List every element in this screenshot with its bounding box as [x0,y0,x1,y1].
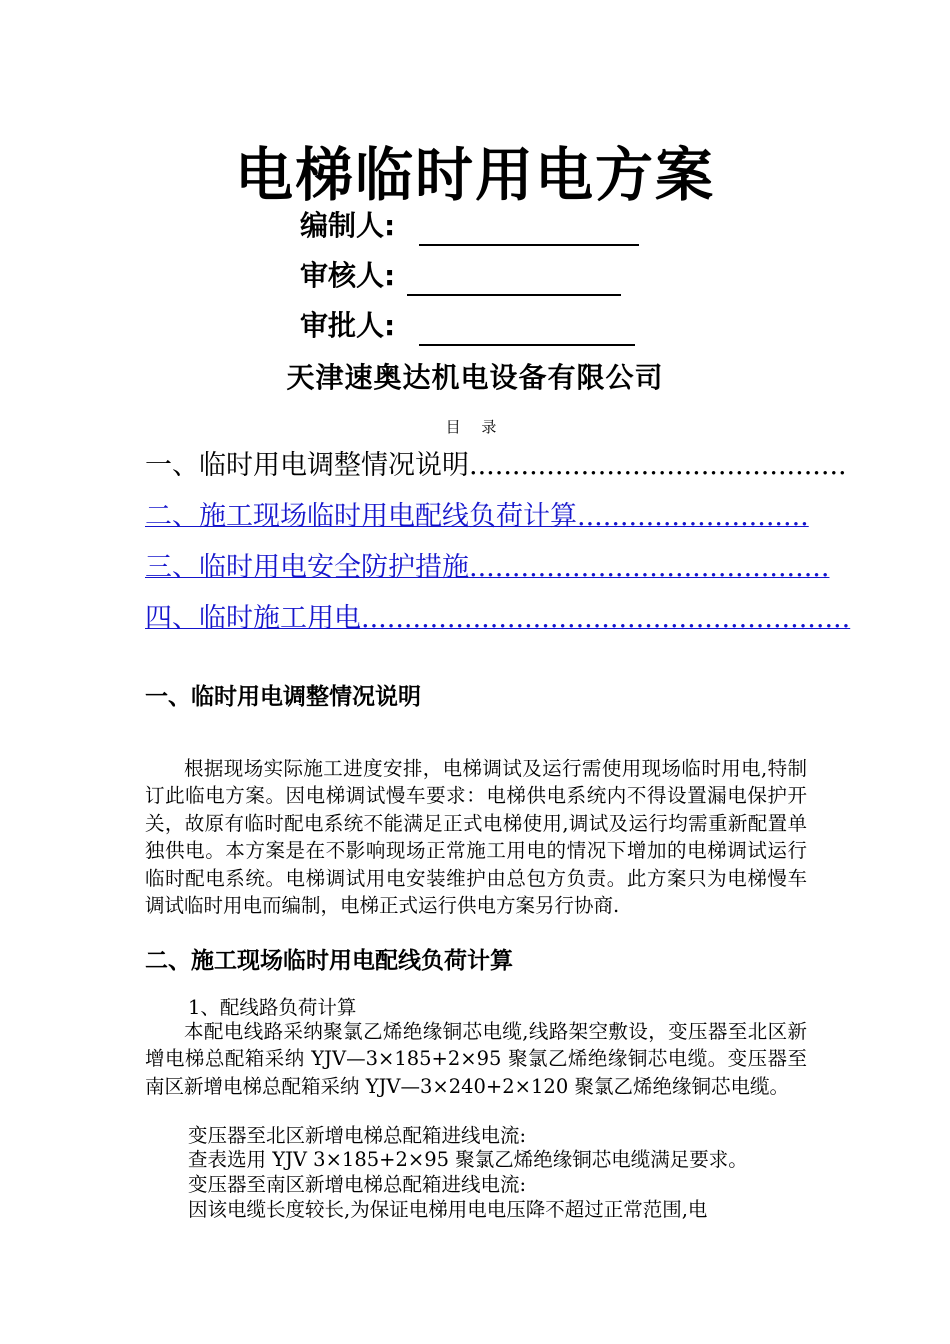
approver-blank-line[interactable] [419,314,635,346]
toc-item-4-label: 四、临时施工用电 [145,603,361,634]
approver-label: 审批人: [300,309,396,342]
section-2-line-3: 变压器至南区新增电梯总配箱进线电流: [188,1173,527,1196]
toc-link-3[interactable] [145,548,830,588]
compiler-label: 编制人: [300,209,396,242]
toc-item-4-leader: ......................................................... [361,603,851,634]
toc-item-2-leader: ........................... [577,501,809,532]
toc-item-1-label: 一、临时用电调整情况说明 [145,450,469,481]
toc-link-2[interactable] [145,497,807,537]
reviewer-blank-line[interactable] [407,264,621,296]
toc-heading: 目 录 [445,418,505,436]
approver-row [300,306,635,346]
compiler-blank-line[interactable] [419,214,639,246]
toc-item-1-leader: ............................................ [469,450,847,481]
reviewer-row [300,256,621,296]
compiler-row [300,206,639,246]
section-1-paragraph: 根据现场实际施工进度安排，电梯调试及运行需使用现场临时用电,特制订此临电方案。因电梯调试慢车要求：电梯供电系统内不得设置漏电保护开关，故原有临时配电系统不能满足正式电梯使用,调试及运行均需重新配置单独供电。本方案是在不影响现场正常施工用电的情况下增加的电梯调试运行临时配电系统。电梯调试用电安装维护由总包方负责。此方案只为电梯慢车调试临时用电而编制，电梯正式运行供电方案另行协商. [145,757,807,918]
section-2-line-4: 因该电缆长度较长,为保证电梯用电电压降不超过正常范围,电 [188,1198,708,1221]
section-1-heading: 一、临时用电调整情况说明 [145,684,421,710]
section-2-line-1: 变压器至北区新增电梯总配箱进线电流: [188,1124,527,1147]
toc-link-4[interactable] [145,599,851,639]
toc-item-1[interactable] [145,446,847,486]
section-2-line-2: 查表选用 YJV 3×185+2×95 聚氯乙烯绝缘铜芯电缆满足要求。 [188,1148,748,1171]
document-title: 电梯临时用电方案 [234,141,715,209]
company-name: 天津速奥达机电设备有限公司 [286,361,664,394]
section-2-subheading: 1、配线路负荷计算 [188,996,357,1019]
reviewer-label: 审核人: [300,259,396,292]
toc-item-2-label: 二、施工现场临时用电配线负荷计算 [145,501,577,532]
section-2-paragraph: 本配电线路采纳聚氯乙烯绝缘铜芯电缆,线路架空敷设，变压器至北区新增电梯总配箱采纳 YJV—3×185+2×95 聚氯乙烯绝缘铜芯电缆。变压器至南区新增电梯总配箱采纳 YJV—3×240+2×120 聚氯乙烯绝缘铜芯电缆。 [145,1020,807,1098]
toc-item-3-leader: .......................................... [469,552,830,583]
section-2-heading: 二、施工现场临时用电配线负荷计算 [145,948,513,974]
toc-item-3-label: 三、临时用电安全防护措施 [145,552,469,583]
